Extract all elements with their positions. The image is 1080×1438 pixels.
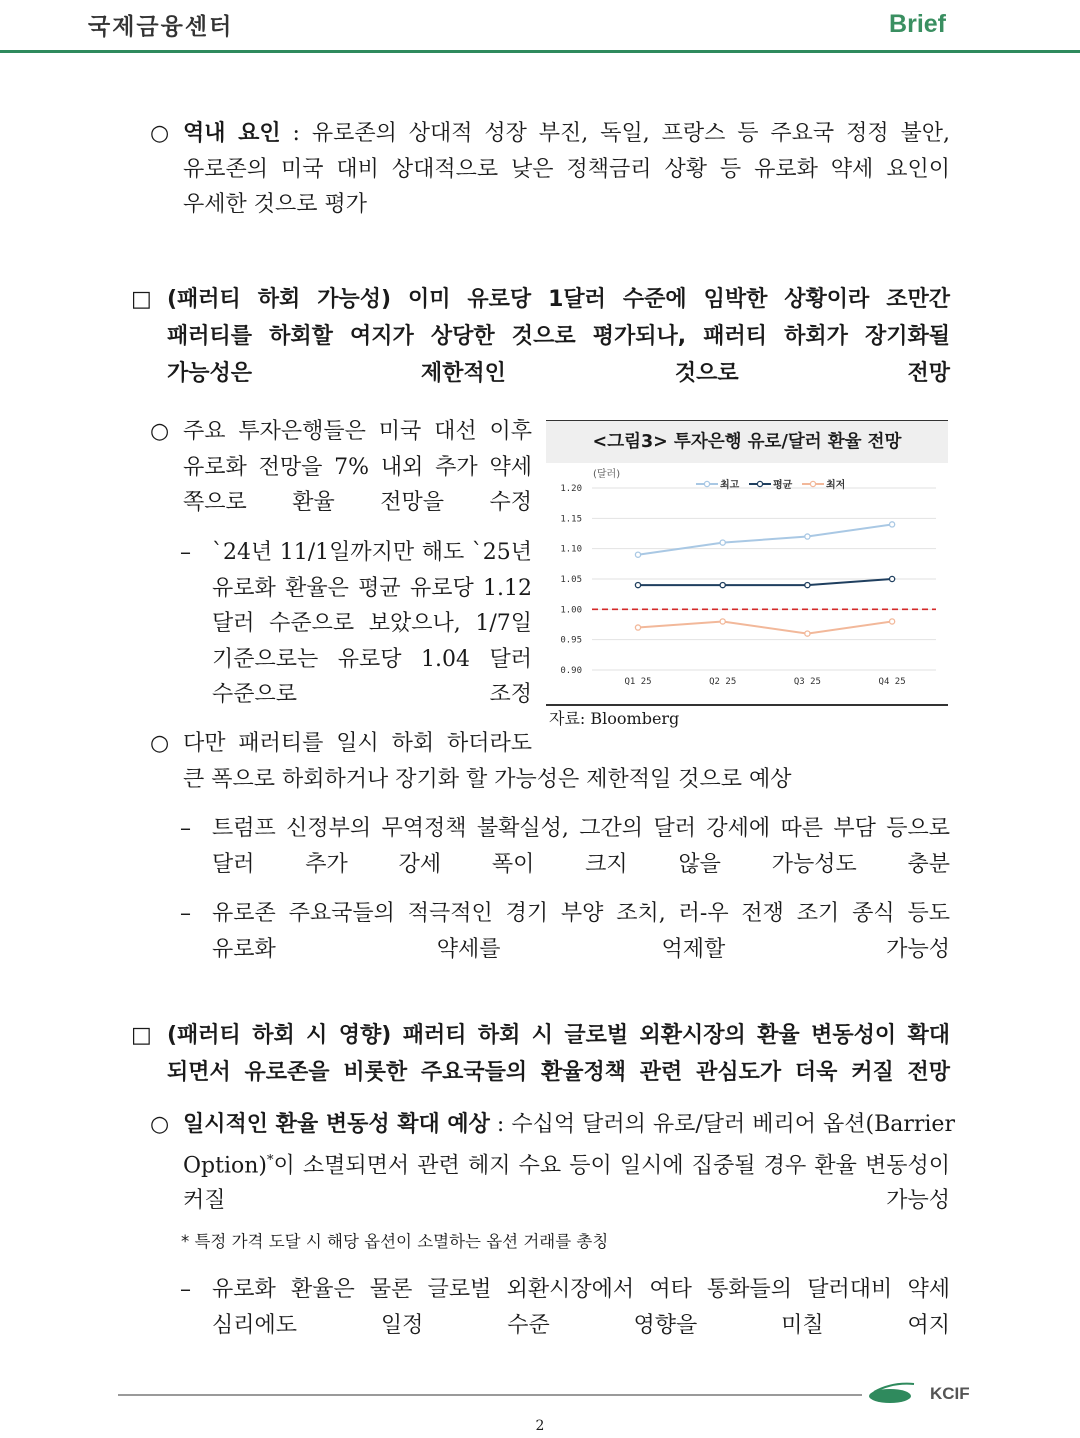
legend-marker-최저	[810, 481, 815, 486]
footer-rule	[118, 1394, 862, 1396]
kcif-logo-icon	[866, 1380, 918, 1406]
figure-eurusd-forecast	[546, 420, 948, 728]
y-tick-label: 1.20	[560, 484, 582, 494]
paragraph-volatility: 일시적인 환율 변동성 확대 예상 : 수십억 달러의 유로/달러 베리어 옵션(Barrier Option)*이 소멸되면서 관련 헤지 수요 등이 일시에 집중될 경우 환율 변동성이 커질 가능성	[183, 1112, 955, 1214]
series-line-평균	[638, 579, 892, 585]
data-point-최고	[805, 534, 810, 539]
section-heading-impact: (패러티 하회 시 영향) 패러티 하회 시 글로벌 외환시장의 환율 변동성이 확대 되면서 유로존을 비롯한 주요국들의 환율정책 관련 관심도가 더욱 커질 전망	[167, 1023, 950, 1085]
data-point-최고	[720, 540, 725, 545]
paragraph-stimulus: 유로존 주요국들의 적극적인 경기 부양 조치, 러-우 전쟁 조기 종식 등도 유로화 약세를 억제할 가능성	[212, 901, 950, 962]
paragraph-ib-forecast: 주요 투자은행들은 미국 대선 이후 유로화 전망을 7% 내외 추가 약세 쪽으로 환율 전망을 수정	[183, 419, 532, 515]
dash-bullet-icon: –	[180, 540, 191, 565]
x-tick-label: Q3 25	[793, 677, 821, 687]
dash-bullet-icon: –	[180, 1277, 191, 1302]
paragraph-eurozone-factors: 역내 요인 : 유로존의 상대적 성장 부진, 독일, 프랑스 등 주요국 정정 불안, 유로존의 미국 대비 상대적으로 낮은 정책금리 상황 등 유로화 약세 요인이 우세한 것으로 평가	[183, 121, 951, 217]
circle-bullet-icon: ○	[150, 121, 170, 146]
data-point-평균	[805, 582, 810, 587]
org-name: 국제금융센터	[88, 14, 234, 40]
legend-label: 최고	[720, 480, 740, 491]
dash-bullet-icon: –	[180, 816, 191, 841]
data-point-평균	[720, 582, 725, 587]
data-point-최저	[805, 631, 810, 636]
y-tick-label: 1.10	[560, 544, 582, 555]
legend-label: 최저	[826, 480, 846, 491]
legend-label: 평균	[773, 480, 793, 491]
x-tick-label: Q4 25	[878, 677, 906, 687]
brief-label: Brief	[889, 10, 946, 38]
paragraph-trade-policy: 트럼프 신정부의 무역정책 불확실성, 그간의 달러 강세에 따른 부담 등으로 달러 추가 강세 폭이 크지 않을 가능성도 충분	[212, 816, 950, 877]
section-heading-parity: (패러티 하회 가능성) 이미 유로당 1달러 수준에 임박한 상황이라 조만간 패러티를 하회할 여지가 상당한 것으로 평가되나, 패러티 하회가 장기화될 가능성은 제한적인 것으로 전망	[167, 287, 950, 386]
figure-title: <그림3> 투자은행 유로/달러 환율 전망	[546, 420, 948, 463]
circle-bullet-icon: ○	[150, 419, 170, 444]
data-point-최저	[890, 619, 895, 624]
header-rule	[0, 50, 1080, 53]
legend-marker-최고	[704, 481, 709, 486]
y-tick-label: 1.05	[560, 575, 582, 585]
series-line-최고	[638, 524, 892, 554]
dash-bullet-icon: –	[180, 901, 191, 926]
circle-bullet-icon: ○	[150, 731, 170, 756]
footnote: * 특정 가격 도달 시 해당 옵션이 소멸하는 옵션 거래를 총칭	[181, 1232, 609, 1251]
y-unit-label: (달러)	[593, 469, 621, 480]
page-header	[0, 0, 1080, 54]
y-tick-label: 0.90	[560, 666, 582, 676]
figure-source: 자료: Bloomberg	[549, 709, 680, 728]
data-point-최저	[635, 625, 640, 630]
y-tick-label: 1.00	[560, 605, 582, 616]
data-point-최저	[720, 619, 725, 624]
data-point-평균	[635, 582, 640, 587]
kcif-logo-text: KCIF	[930, 1384, 970, 1403]
line-chart	[546, 464, 948, 704]
y-tick-label: 1.15	[560, 514, 582, 525]
square-bullet-icon: □	[131, 287, 152, 312]
paragraph-sentiment: 유로화 환율은 물론 글로벌 외환시장에서 여타 통화들의 달러대비 약세 심리에도 일정 수준 영향을 미칠 여지	[212, 1277, 950, 1338]
data-point-최고	[890, 522, 895, 527]
y-tick-label: 0.95	[560, 635, 582, 646]
paragraph-forecast-adjustment: `24년 11/1일까지만 해도 `25년 유로화 환율은 평균 유로당 1.12 달러 수준으로 보았으나, 1/7일 기준으로는 유로당 1.04 달러 수준으로 조정	[212, 540, 532, 707]
paragraph-parity-limited: 다만 패러티를 일시 하회 하더라도 큰 폭으로 하회하거나 장기화 할 가능성은 제한적일 것으로 예상	[183, 731, 792, 792]
legend-marker-평균	[757, 481, 762, 486]
square-bullet-icon: □	[131, 1023, 152, 1048]
series-line-최저	[638, 621, 892, 633]
x-tick-label: Q2 25	[709, 677, 737, 687]
data-point-최고	[635, 552, 640, 557]
x-tick-label: Q1 25	[624, 677, 652, 687]
bold-lead: 일시적인 환율 변동성 확대 예상	[183, 1112, 490, 1137]
page-number: 2	[535, 1418, 545, 1434]
data-point-평균	[890, 576, 895, 581]
bold-lead: 역내 요인	[183, 121, 281, 146]
circle-bullet-icon: ○	[150, 1112, 170, 1137]
